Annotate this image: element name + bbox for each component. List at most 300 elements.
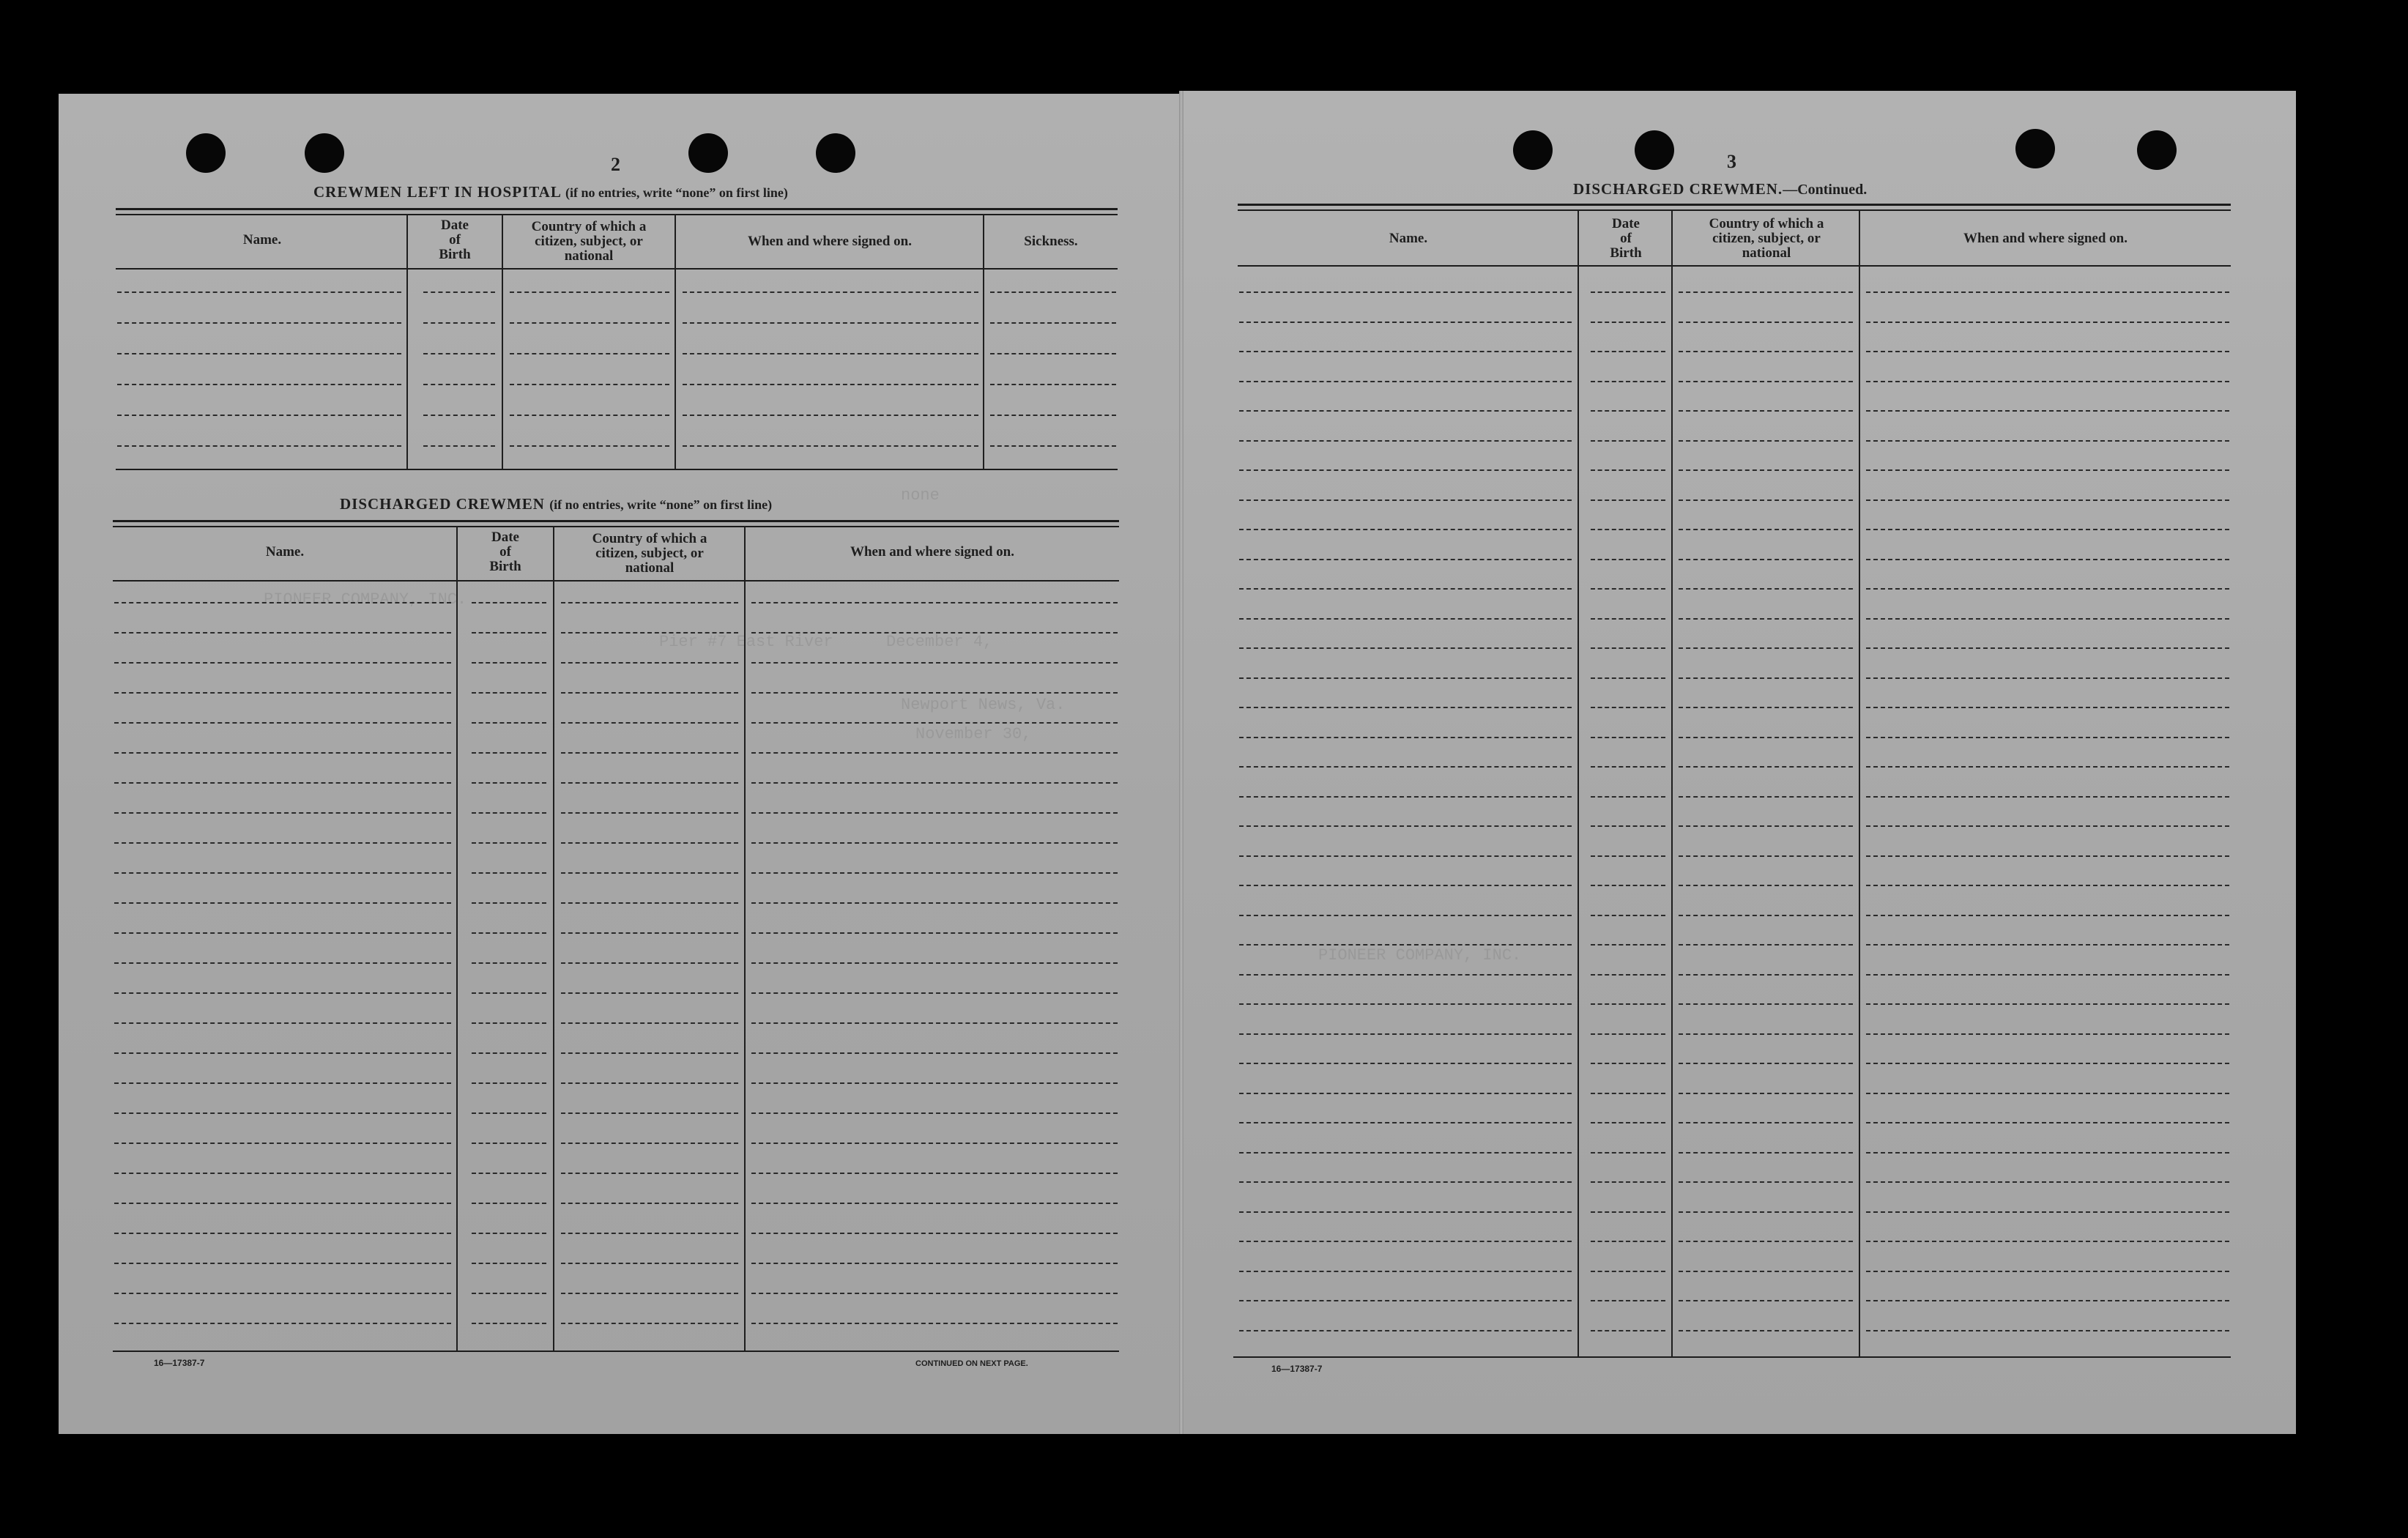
entry-line [1679, 974, 1853, 976]
entry-line [1591, 1122, 1665, 1123]
entry-line [751, 992, 1118, 994]
entry-line [683, 384, 978, 385]
entry-line [423, 384, 495, 385]
entry-line [1591, 1003, 1665, 1005]
entry-line [1239, 1271, 1572, 1272]
entry-line [990, 291, 1116, 293]
entry-line [1679, 529, 1853, 530]
discharged-title-text: DISCHARGED CREWMEN [340, 495, 545, 513]
entry-line [1591, 291, 1665, 293]
entry-line [117, 384, 401, 385]
entry-line [751, 1233, 1118, 1234]
entry-line [1591, 1211, 1665, 1213]
entry-line [114, 602, 451, 603]
entry-line [1591, 1241, 1665, 1242]
entry-line [561, 602, 738, 603]
entry-line [1239, 469, 1572, 471]
entry-line [1679, 1122, 1853, 1123]
column-divider [502, 214, 503, 470]
entry-line [1591, 529, 1665, 530]
bleed-through-text: PIONEER COMPANY, INC. [264, 590, 467, 609]
entry-line [114, 1293, 451, 1294]
entry-line [1679, 291, 1853, 293]
entry-line [1679, 1063, 1853, 1064]
entry-line [1239, 410, 1572, 412]
entry-line [114, 1022, 451, 1024]
column-header-date-of-birth: Date of Birth [1610, 216, 1642, 261]
bleed-through-text: none [901, 486, 940, 505]
table-top-rule [113, 526, 1119, 527]
entry-line [117, 353, 401, 354]
entry-line [114, 1233, 451, 1234]
entry-line [1591, 1033, 1665, 1035]
column-divider [983, 214, 984, 470]
entry-line [561, 1022, 738, 1024]
entry-line [1679, 707, 1853, 708]
entry-line [1591, 469, 1665, 471]
entry-line [990, 445, 1116, 447]
entry-line [472, 602, 546, 603]
entry-line [1866, 1122, 2229, 1123]
column-header-signed-on: When and where signed on. [850, 544, 1014, 560]
entry-line [1591, 974, 1665, 976]
entry-line [1866, 410, 2229, 412]
entry-line [510, 384, 669, 385]
entry-line [114, 962, 451, 964]
entry-line [561, 1323, 738, 1324]
entry-line [114, 812, 451, 814]
entry-line [472, 962, 546, 964]
entry-line [1679, 381, 1853, 382]
entry-line [1239, 499, 1572, 501]
table-bottom-rule [113, 1351, 1119, 1352]
entry-line [751, 602, 1118, 603]
entry-line [117, 322, 401, 324]
entry-line [114, 902, 451, 904]
entry-line [114, 1143, 451, 1144]
entry-line [1591, 559, 1665, 560]
entry-line [561, 1052, 738, 1054]
entry-line [1866, 381, 2229, 382]
entry-line [1679, 1181, 1853, 1183]
entry-line [1239, 825, 1572, 827]
hospital-section-title [313, 183, 788, 201]
entry-line [1239, 766, 1572, 768]
form-number: 16—17387-7 [1271, 1364, 1323, 1374]
entry-line [1679, 944, 1853, 946]
entry-line [1239, 1300, 1572, 1301]
entry-line [751, 932, 1118, 934]
entry-line [683, 353, 978, 354]
column-header-signed-on: When and where signed on. [1963, 231, 2128, 246]
entry-line [683, 445, 978, 447]
punch-hole [186, 133, 226, 173]
continued-note: CONTINUED ON NEXT PAGE. [915, 1359, 1028, 1368]
entry-line [1239, 1241, 1572, 1242]
entry-line [990, 415, 1116, 416]
entry-line [1679, 559, 1853, 560]
entry-line [1239, 291, 1572, 293]
entry-line [1679, 915, 1853, 916]
entry-line [1679, 1211, 1853, 1213]
entry-line [1866, 1271, 2229, 1272]
entry-line [561, 782, 738, 784]
entry-line [472, 1233, 546, 1234]
entry-line [561, 1143, 738, 1144]
entry-line [751, 1263, 1118, 1264]
entry-line [1239, 1330, 1572, 1331]
column-header-name: Name. [1389, 231, 1428, 246]
entry-line [561, 1233, 738, 1234]
entry-line [1239, 440, 1572, 442]
column-header-country: Country of which a citizen, subject, or national [592, 531, 707, 576]
entry-line [114, 662, 451, 664]
entry-line [1239, 1122, 1572, 1123]
entry-line [1866, 944, 2229, 946]
entry-line [1591, 1093, 1665, 1094]
entry-line [472, 1293, 546, 1294]
entry-line [751, 1112, 1118, 1114]
table-bottom-rule [1233, 1356, 2231, 1358]
entry-line [114, 1203, 451, 1204]
entry-line [423, 322, 495, 324]
entry-line [117, 415, 401, 416]
entry-line [1591, 944, 1665, 946]
entry-line [472, 1112, 546, 1114]
header-bottom-rule [1238, 265, 2231, 267]
entry-line [751, 1293, 1118, 1294]
punch-hole [2015, 129, 2055, 168]
entry-line [751, 1323, 1118, 1324]
entry-line [1679, 1093, 1853, 1094]
entry-line [1866, 766, 2229, 768]
entry-line [751, 1173, 1118, 1174]
punch-hole [688, 133, 728, 173]
entry-line [114, 932, 451, 934]
entry-line [510, 415, 669, 416]
entry-line [683, 415, 978, 416]
column-header-country: Country of which a citizen, subject, or national [1709, 216, 1824, 261]
entry-line [561, 812, 738, 814]
discharged-title-note: (if no entries, write “none” on first line) [549, 497, 773, 512]
entry-line [1239, 707, 1572, 708]
hospital-title-note: (if no entries, write “none” on first line) [565, 185, 788, 200]
entry-line [1679, 1300, 1853, 1301]
entry-line [1239, 529, 1572, 530]
entry-line [1591, 499, 1665, 501]
entry-line [1591, 588, 1665, 590]
column-divider [1578, 209, 1579, 1358]
column-divider [1859, 209, 1860, 1358]
entry-line [1679, 885, 1853, 886]
entry-line [1679, 499, 1853, 501]
entry-line [1679, 1003, 1853, 1005]
entry-line [561, 632, 738, 634]
entry-line [1679, 1152, 1853, 1154]
continued-label: —Continued. [1783, 182, 1868, 198]
entry-line [751, 692, 1118, 694]
entry-line [751, 782, 1118, 784]
column-divider [456, 526, 458, 1351]
entry-line [510, 291, 669, 293]
table-top-rule [1238, 204, 2231, 206]
column-divider [406, 214, 408, 470]
entry-line [114, 872, 451, 874]
entry-line [1866, 499, 2229, 501]
entry-line [1866, 825, 2229, 827]
entry-line [114, 1173, 451, 1174]
entry-line [1591, 322, 1665, 323]
entry-line [751, 662, 1118, 664]
entry-line [1866, 322, 2229, 323]
entry-line [561, 1082, 738, 1084]
entry-line [1239, 647, 1572, 649]
entry-line [1239, 915, 1572, 916]
entry-line [472, 692, 546, 694]
entry-line [1679, 1033, 1853, 1035]
entry-line [1591, 1152, 1665, 1154]
entry-line [751, 872, 1118, 874]
entry-line [1866, 529, 2229, 530]
entry-line [561, 752, 738, 754]
entry-line [990, 353, 1116, 354]
entry-line [1591, 381, 1665, 382]
entry-line [472, 1052, 546, 1054]
entry-line [1591, 1271, 1665, 1272]
entry-line [751, 902, 1118, 904]
entry-line [1679, 410, 1853, 412]
page-number: 3 [1727, 151, 1736, 172]
entry-line [423, 291, 495, 293]
entry-line [1239, 974, 1572, 976]
entry-line [1866, 440, 2229, 442]
column-header-date-of-birth: Date of Birth [489, 530, 521, 574]
discharged-section-title [340, 495, 772, 513]
entry-line [1591, 1181, 1665, 1183]
entry-line [1239, 796, 1572, 798]
entry-line [1866, 677, 2229, 679]
entry-line [1866, 796, 2229, 798]
entry-line [117, 445, 401, 447]
entry-line [1866, 1033, 2229, 1035]
entry-line [561, 1203, 738, 1204]
entry-line [990, 322, 1116, 324]
entry-line [751, 1143, 1118, 1144]
entry-line [472, 1203, 546, 1204]
entry-line [561, 1112, 738, 1114]
bleed-through-text: Pier #7 East River [659, 633, 833, 651]
entry-line [751, 812, 1118, 814]
entry-line [1591, 618, 1665, 620]
entry-line [472, 1082, 546, 1084]
entry-line [751, 842, 1118, 844]
entry-line [1591, 766, 1665, 768]
entry-line [472, 902, 546, 904]
entry-line [1679, 440, 1853, 442]
entry-line [1679, 1271, 1853, 1272]
column-divider [553, 526, 554, 1351]
entry-line [1591, 885, 1665, 886]
entry-line [1679, 322, 1853, 323]
entry-line [1591, 647, 1665, 649]
entry-line [423, 415, 495, 416]
entry-line [472, 1022, 546, 1024]
entry-line [1591, 1300, 1665, 1301]
entry-line [561, 692, 738, 694]
column-header-country: Country of which a citizen, subject, or national [531, 219, 647, 264]
entry-line [472, 872, 546, 874]
entry-line [1239, 618, 1572, 620]
entry-line [114, 992, 451, 994]
entry-line [1239, 1211, 1572, 1213]
entry-line [1866, 291, 2229, 293]
entry-line [1866, 1003, 2229, 1005]
entry-line [1239, 1093, 1572, 1094]
column-divider [1671, 209, 1673, 1358]
entry-line [751, 1052, 1118, 1054]
entry-line [1591, 855, 1665, 857]
entry-line [561, 1293, 738, 1294]
entry-line [423, 445, 495, 447]
column-header-name: Name. [242, 232, 282, 248]
entry-line [114, 1112, 451, 1114]
entry-line [1591, 737, 1665, 738]
entry-line [1866, 647, 2229, 649]
entry-line [1239, 1181, 1572, 1183]
entry-line [1866, 1181, 2229, 1183]
entry-line [1591, 440, 1665, 442]
entry-line [1239, 1033, 1572, 1035]
entry-line [1239, 885, 1572, 886]
entry-line [751, 1082, 1118, 1084]
entry-line [1239, 944, 1572, 946]
entry-line [1591, 410, 1665, 412]
entry-line [561, 932, 738, 934]
column-header-name: Name. [265, 544, 305, 560]
entry-line [1591, 1330, 1665, 1331]
entry-line [751, 962, 1118, 964]
entry-line [561, 872, 738, 874]
entry-line [751, 632, 1118, 634]
entry-line [1239, 559, 1572, 560]
entry-line [423, 353, 495, 354]
entry-line [1591, 677, 1665, 679]
entry-line [1591, 351, 1665, 352]
entry-line [1679, 855, 1853, 857]
bleed-through-text: PIONEER COMPANY, INC. [1318, 946, 1522, 965]
entry-line [114, 722, 451, 724]
entry-line [1679, 1241, 1853, 1242]
entry-line [1679, 796, 1853, 798]
entry-line [114, 1082, 451, 1084]
entry-line [990, 384, 1116, 385]
punch-hole [305, 133, 344, 173]
entry-line [683, 291, 978, 293]
column-header-sickness: Sickness. [1024, 234, 1078, 249]
entry-line [1866, 1152, 2229, 1154]
entry-line [751, 752, 1118, 754]
entry-line [1866, 1330, 2229, 1331]
entry-line [472, 812, 546, 814]
entry-line [510, 445, 669, 447]
entry-line [1679, 766, 1853, 768]
entry-line [561, 992, 738, 994]
entry-line [561, 1173, 738, 1174]
header-bottom-rule [113, 580, 1119, 582]
entry-line [1679, 618, 1853, 620]
entry-line [1866, 351, 2229, 352]
entry-line [117, 291, 401, 293]
entry-line [114, 1323, 451, 1324]
entry-line [1866, 588, 2229, 590]
punch-hole [1513, 130, 1553, 170]
entry-line [751, 1203, 1118, 1204]
entry-line [1591, 796, 1665, 798]
entry-line [1679, 737, 1853, 738]
entry-line [472, 1263, 546, 1264]
entry-line [1679, 647, 1853, 649]
entry-line [472, 782, 546, 784]
punch-hole [1635, 130, 1674, 170]
entry-line [472, 1323, 546, 1324]
bleed-through-text: December 4, [886, 633, 993, 651]
entry-line [114, 1263, 451, 1264]
entry-line [1679, 351, 1853, 352]
entry-line [1866, 737, 2229, 738]
entry-line [1866, 885, 2229, 886]
punch-hole [2137, 130, 2177, 170]
entry-line [510, 322, 669, 324]
entry-line [1239, 677, 1572, 679]
entry-line [561, 1263, 738, 1264]
entry-line [561, 902, 738, 904]
entry-line [472, 932, 546, 934]
table-top-rule [1238, 209, 2231, 211]
entry-line [472, 752, 546, 754]
entry-line [1866, 1241, 2229, 1242]
column-divider [675, 214, 676, 470]
entry-line [1591, 707, 1665, 708]
entry-line [1239, 1003, 1572, 1005]
entry-line [1239, 322, 1572, 323]
entry-line [1866, 1211, 2229, 1213]
entry-line [1866, 915, 2229, 916]
entry-line [472, 632, 546, 634]
entry-line [1679, 588, 1853, 590]
entry-line [1866, 707, 2229, 708]
entry-line [1239, 1063, 1572, 1064]
header-bottom-rule [116, 268, 1118, 270]
page-number: 2 [611, 154, 620, 175]
entry-line [114, 632, 451, 634]
entry-line [683, 322, 978, 324]
bleed-through-text: Newport News, Va. [901, 696, 1066, 714]
entry-line [1679, 1330, 1853, 1331]
punch-hole [816, 133, 855, 173]
entry-line [1866, 1093, 2229, 1094]
discharged-continued-title [1573, 180, 1867, 198]
entry-line [114, 1052, 451, 1054]
table-bottom-rule [116, 469, 1118, 470]
entry-line [1679, 825, 1853, 827]
entry-line [561, 842, 738, 844]
table-top-rule [113, 520, 1119, 522]
entry-line [1239, 1152, 1572, 1154]
entry-line [1679, 677, 1853, 679]
entry-line [1239, 588, 1572, 590]
entry-line [1866, 974, 2229, 976]
entry-line [1866, 618, 2229, 620]
